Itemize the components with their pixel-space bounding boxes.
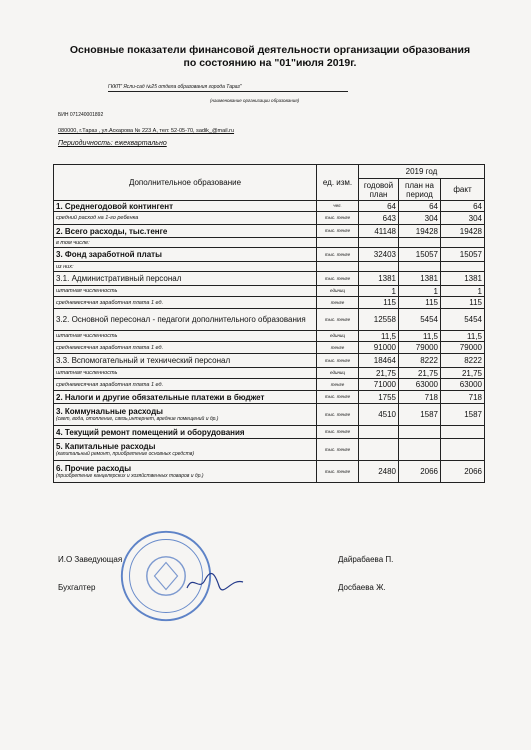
table-row bbox=[54, 286, 485, 297]
row-label bbox=[54, 262, 317, 272]
row-unit: тыс. тенге bbox=[317, 404, 359, 426]
row-label bbox=[54, 404, 317, 426]
accountant-name: Досбаева Ж. bbox=[338, 583, 386, 592]
row-unit: единиц bbox=[317, 331, 359, 342]
row-label bbox=[54, 225, 317, 238]
header-year: 2019 год bbox=[359, 165, 485, 179]
row-plan-year: 91000 bbox=[359, 342, 399, 354]
row-plan-period: 21,75 bbox=[399, 368, 441, 379]
row-label-text: 3.2. Основной пересонал - педагоги дополнительного образования bbox=[56, 314, 306, 324]
row-unit: тыс. тенге bbox=[317, 461, 359, 483]
row-plan-year: 64 bbox=[359, 201, 399, 212]
row-unit: тыс. тенге bbox=[317, 426, 359, 439]
row-plan-period bbox=[399, 262, 441, 272]
table-row bbox=[54, 354, 485, 368]
row-sublabel: (приобретение канцелярских и хозяйственных товаров и др.) bbox=[56, 473, 204, 479]
row-plan-year: 21,75 bbox=[359, 368, 399, 379]
row-fact: 1587 bbox=[441, 404, 485, 426]
row-plan-year: 11,5 bbox=[359, 331, 399, 342]
row-label bbox=[54, 309, 317, 331]
row-unit: тыс. тенге bbox=[317, 354, 359, 368]
row-unit: единиц bbox=[317, 286, 359, 297]
table-row bbox=[54, 439, 485, 461]
row-plan-period: 2066 bbox=[399, 461, 441, 483]
row-label bbox=[54, 461, 317, 483]
row-fact: 718 bbox=[441, 391, 485, 404]
row-label-text: 1. Среднегодовой контингент bbox=[56, 201, 173, 211]
row-fact bbox=[441, 238, 485, 248]
row-unit: тыс. тенге bbox=[317, 309, 359, 331]
row-plan-period: 304 bbox=[399, 212, 441, 225]
header-fact: факт bbox=[441, 179, 485, 201]
table-row bbox=[54, 404, 485, 426]
row-label-text: средний расход на 1-го ребенка bbox=[56, 215, 139, 221]
row-unit: тыс. тенге bbox=[317, 272, 359, 286]
row-label-text: 3.1. Административный персонал bbox=[56, 274, 182, 283]
row-unit: тенге bbox=[317, 342, 359, 354]
row-label-text: 2. Всего расходы, тыс.тенге bbox=[56, 226, 168, 236]
row-fact: 304 bbox=[441, 212, 485, 225]
row-plan-period bbox=[399, 238, 441, 248]
row-plan-year bbox=[359, 238, 399, 248]
table-row bbox=[54, 379, 485, 391]
row-plan-year: 1 bbox=[359, 286, 399, 297]
row-sublabel: (капитальный ремонт, приобретение основных средств) bbox=[56, 451, 195, 457]
row-plan-period: 11,5 bbox=[399, 331, 441, 342]
organization-note: (наименование организации образования) bbox=[210, 98, 300, 103]
row-label bbox=[54, 238, 317, 248]
table-body bbox=[54, 201, 485, 483]
row-plan-period: 115 bbox=[399, 297, 441, 309]
table-row bbox=[54, 225, 485, 238]
row-fact: 79000 bbox=[441, 342, 485, 354]
row-plan-period: 63000 bbox=[399, 379, 441, 391]
row-label-text: 2. Налоги и другие обязательные платежи в бюджет bbox=[56, 392, 265, 402]
table-row bbox=[54, 212, 485, 225]
row-plan-period: 1381 bbox=[399, 272, 441, 286]
table-row bbox=[54, 461, 485, 483]
row-fact: 8222 bbox=[441, 354, 485, 368]
row-plan-period: 8222 bbox=[399, 354, 441, 368]
header-name: Дополнительное образование bbox=[54, 165, 317, 201]
row-label bbox=[54, 212, 317, 225]
table-row bbox=[54, 331, 485, 342]
header-plan-period: план на период bbox=[399, 179, 441, 201]
row-plan-year bbox=[359, 426, 399, 439]
row-label-text: 3. Фонд заработной платы bbox=[56, 250, 162, 259]
row-unit: тенге bbox=[317, 297, 359, 309]
row-label bbox=[54, 286, 317, 297]
table-row bbox=[54, 297, 485, 309]
row-fact: 63000 bbox=[441, 379, 485, 391]
row-plan-year: 12558 bbox=[359, 309, 399, 331]
table-row bbox=[54, 342, 485, 354]
row-plan-year: 18464 bbox=[359, 354, 399, 368]
row-label-text: 3.3. Вспомогательный и технический персонал bbox=[56, 356, 231, 365]
row-plan-period: 5454 bbox=[399, 309, 441, 331]
accountant-label: Бухгалтер bbox=[58, 583, 96, 592]
row-fact: 64 bbox=[441, 201, 485, 212]
row-plan-year: 1381 bbox=[359, 272, 399, 286]
table-row bbox=[54, 238, 485, 248]
table-row bbox=[54, 201, 485, 212]
row-plan-period: 15057 bbox=[399, 248, 441, 262]
row-label bbox=[54, 439, 317, 461]
table-row bbox=[54, 391, 485, 404]
row-label-text: в том числе: bbox=[56, 239, 90, 246]
row-label bbox=[54, 297, 317, 309]
row-fact: 2066 bbox=[441, 461, 485, 483]
row-label bbox=[54, 391, 317, 404]
table-row bbox=[54, 248, 485, 262]
document-title bbox=[60, 44, 480, 70]
row-fact: 115 bbox=[441, 297, 485, 309]
row-label-text: среднемесячная заработная плата 1 ед. bbox=[56, 344, 164, 351]
row-fact: 15057 bbox=[441, 248, 485, 262]
row-unit bbox=[317, 262, 359, 272]
row-label-text: 3. Коммунальные расходы bbox=[56, 407, 163, 416]
organization-name: ГККП" Ясли-сад №25 отдела образования города Тараз" bbox=[108, 84, 348, 92]
table-row bbox=[54, 426, 485, 439]
row-label-text: из них: bbox=[56, 263, 74, 270]
row-label-text: 6. Прочие расходы bbox=[56, 464, 132, 473]
row-label-text: среднемесячная заработная плата 1 ед. bbox=[56, 299, 164, 306]
table-row bbox=[54, 262, 485, 272]
row-plan-year: 4510 bbox=[359, 404, 399, 426]
row-plan-period: 19428 bbox=[399, 225, 441, 238]
row-plan-year bbox=[359, 262, 399, 272]
signature-mark bbox=[185, 570, 245, 594]
title-line-1: Основные показатели финансовой деятельности организации образования bbox=[69, 44, 471, 56]
row-fact bbox=[441, 262, 485, 272]
head-label: И.О Заведующая bbox=[58, 555, 123, 564]
row-label bbox=[54, 331, 317, 342]
row-fact: 1381 bbox=[441, 272, 485, 286]
row-label-text: штатная численность bbox=[56, 333, 118, 339]
title-line-2: по состоянию на "01"июля 2019г. bbox=[183, 57, 357, 69]
row-plan-period: 1587 bbox=[399, 404, 441, 426]
row-label bbox=[54, 272, 317, 286]
row-unit: тенге bbox=[317, 379, 359, 391]
row-fact bbox=[441, 426, 485, 439]
row-plan-period: 718 bbox=[399, 391, 441, 404]
row-plan-period bbox=[399, 439, 441, 461]
row-label bbox=[54, 248, 317, 262]
row-unit: тыс. тенге bbox=[317, 439, 359, 461]
table-row bbox=[54, 309, 485, 331]
row-label-text: штатная численность bbox=[56, 370, 118, 376]
row-label bbox=[54, 354, 317, 368]
address-line: 080000, г.Тараз , ул.Аскарова № 223 А, тел: 52-05-70, sadik_@mail.ru bbox=[58, 128, 235, 134]
row-plan-period: 79000 bbox=[399, 342, 441, 354]
header-plan-year: годовой план bbox=[359, 179, 399, 201]
row-label-text: штатная численность bbox=[56, 288, 118, 294]
row-plan-year: 115 bbox=[359, 297, 399, 309]
row-sublabel: (свет, вода, отопление, связь,интернет, вредние помещений и др.) bbox=[56, 416, 219, 422]
financial-table bbox=[53, 164, 485, 483]
row-plan-year: 643 bbox=[359, 212, 399, 225]
row-unit: тыс. тенге bbox=[317, 248, 359, 262]
table-row bbox=[54, 272, 485, 286]
periodicity: Периодичность: ежеквартально bbox=[58, 140, 167, 147]
row-label bbox=[54, 426, 317, 439]
row-label bbox=[54, 201, 317, 212]
row-label bbox=[54, 342, 317, 354]
bin-number: БИН 071240001892 bbox=[58, 112, 104, 118]
row-plan-year: 2480 bbox=[359, 461, 399, 483]
row-plan-period: 1 bbox=[399, 286, 441, 297]
header-unit: ед. изм. bbox=[317, 165, 359, 201]
row-plan-year bbox=[359, 439, 399, 461]
row-unit: тыс. тенге bbox=[317, 391, 359, 404]
row-label bbox=[54, 368, 317, 379]
row-fact: 5454 bbox=[441, 309, 485, 331]
table-row bbox=[54, 368, 485, 379]
row-fact bbox=[441, 439, 485, 461]
row-unit: чел. bbox=[317, 201, 359, 212]
row-fact: 1 bbox=[441, 286, 485, 297]
row-unit: единиц bbox=[317, 368, 359, 379]
row-fact: 19428 bbox=[441, 225, 485, 238]
row-fact: 21,75 bbox=[441, 368, 485, 379]
row-label-text: 5. Капитальные расходы bbox=[56, 442, 156, 451]
row-unit: тыс. тенге bbox=[317, 212, 359, 225]
row-plan-year: 1755 bbox=[359, 391, 399, 404]
row-unit: тыс. тенге bbox=[317, 225, 359, 238]
row-plan-period bbox=[399, 426, 441, 439]
row-fact: 11,5 bbox=[441, 331, 485, 342]
row-plan-period: 64 bbox=[399, 201, 441, 212]
row-unit bbox=[317, 238, 359, 248]
row-label-text: среднемесячная заработная плата 1 ед. bbox=[56, 381, 164, 388]
row-plan-year: 71000 bbox=[359, 379, 399, 391]
row-label bbox=[54, 379, 317, 391]
head-name: Дайрабаева П. bbox=[338, 555, 394, 564]
row-plan-year: 32403 bbox=[359, 248, 399, 262]
row-plan-year: 41148 bbox=[359, 225, 399, 238]
row-label-text: 4. Текущий ремонт помещений и оборудования bbox=[56, 427, 245, 437]
